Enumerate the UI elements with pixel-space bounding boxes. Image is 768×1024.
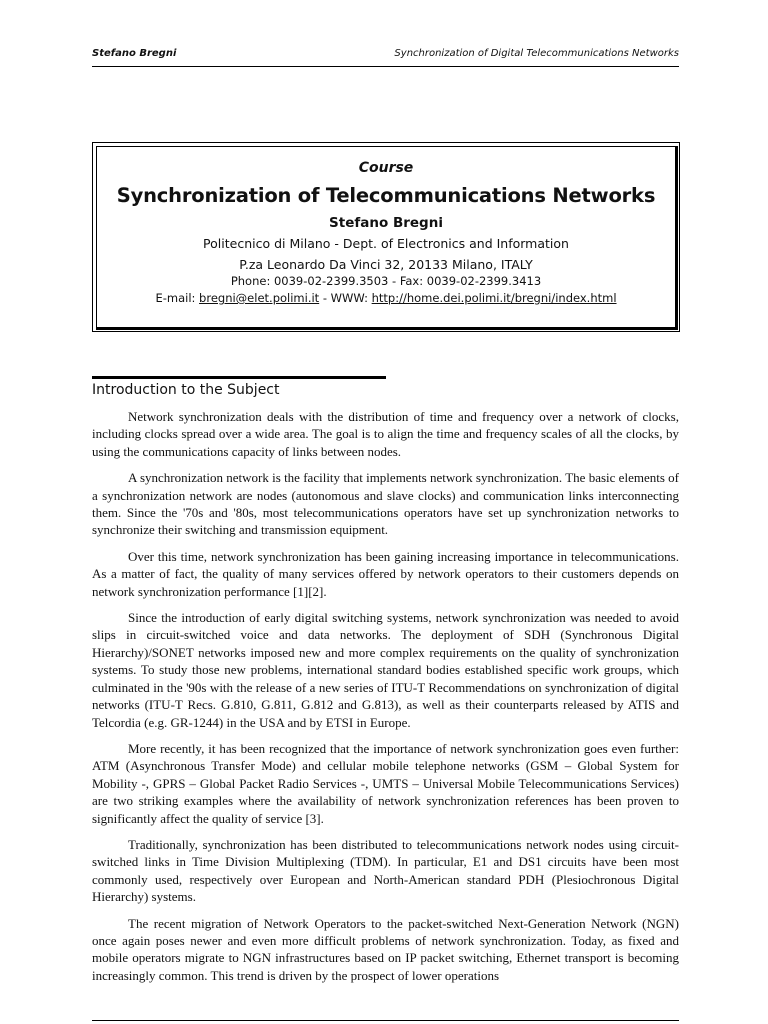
body-text: [92, 408, 679, 993]
course-address: P.za Leonardo Da Vinci 32, 20133 Milano, ITALY: [239, 257, 533, 272]
course-label: Course: [358, 160, 414, 176]
course-author: Stefano Bregni: [329, 215, 443, 231]
paragraph: A synchronization network is the facility that implements network synchronization. The basic elements of a synchronization network are nodes (autonomous and slave clocks) and communication links interconnecting them. Since the '70s and '80s, most telecommunications operators have set up synchronization networks to synchronize their switching and transmission equipment.: [92, 470, 679, 538]
course-contact: [96, 290, 676, 307]
paragraph: The recent migration of Network Operators to the packet-switched Next-Generation Network (NGN) once again poses newer and even more difficult problems of network synchronization. Today, as fixed and mobile operators migrate to NGN infrastructures based on IP packet switching, Ethernet transport is becoming increasingly common. This trend is driven by the prospect of lower operations: [92, 915, 679, 983]
paragraph: Over this time, network synchronization has been gaining increasing importance in telecommunications. As a matter of fact, the quality of many services offered by network operators to their customers depends on network synchronization performance [1][2].: [92, 548, 679, 599]
www-link[interactable]: http://home.dei.polimi.it/bregni/index.html: [371, 291, 617, 305]
paragraph: More recently, it has been recognized that the importance of network synchronization goes even further: ATM (Asynchronous Transfer Mode) and cellular mobile telephone networks (GSM – Global System for Mobility -, GPRS – Global Packet Radio Services -, UMTS – Universal Mobile Telecommunications Services) are two striking examples where the availability of network synchronization references has been proven to significantly affect the quality of service [3].: [92, 740, 679, 826]
section-rule: [92, 376, 386, 379]
header-running-title: Synchronization of Digital Telecommunications Networks: [394, 48, 679, 59]
email-prefix: E-mail:: [155, 291, 200, 305]
header-author: Stefano Bregni: [92, 48, 177, 59]
email-link[interactable]: bregni@elet.polimi.it: [199, 291, 320, 305]
title-box: [96, 146, 676, 307]
running-header: [92, 48, 679, 67]
footer-rule: [92, 1020, 679, 1021]
course-phone: Phone: 0039-02-2399.3503 - Fax: 0039-02-2399.3413: [230, 274, 542, 288]
course-affiliation: Politecnico di Milano - Dept. of Electronics and Information: [203, 236, 569, 251]
paragraph: Since the introduction of early digital switching systems, network synchronization was needed to avoid slips in circuit-switched voice and data networks. The deployment of SDH (Synchronous Digital Hierarchy)/SONET networks imposed new and more complex requirements on the quality of synchronization systems. To study those new problems, international standard bodies established specific work groups, which culminated in the '90s with the release of a new series of ITU-T Recommendations on synchronization of digital networks (ITU-T Recs. G.810, G.811, G.812 and G.813), as well as their counterparts released by ATIS and Telcordia (e.g. GR-1244) in the USA and by ETSI in Europe.: [92, 610, 679, 730]
paragraph: Traditionally, synchronization has been distributed to telecommunications network nodes using circuit-switched links in Time Division Multiplexing (TDM). In particular, E1 and DS1 circuits have been most commonly used, respectively over European and North-American standard PDH (Plesiochronous Digital Hierarchy) systems.: [92, 836, 679, 905]
course-title: Synchronization of Telecommunications Networks: [116, 184, 656, 207]
www-prefix: - WWW:: [319, 291, 372, 305]
section-heading: Introduction to the Subject: [92, 382, 280, 398]
paragraph: Network synchronization deals with the distribution of time and frequency over a network of clocks, including clocks spread over a wide area. The goal is to align the time and frequency scales of all the clocks, by using the communications capacity of links between nodes.: [92, 409, 679, 459]
